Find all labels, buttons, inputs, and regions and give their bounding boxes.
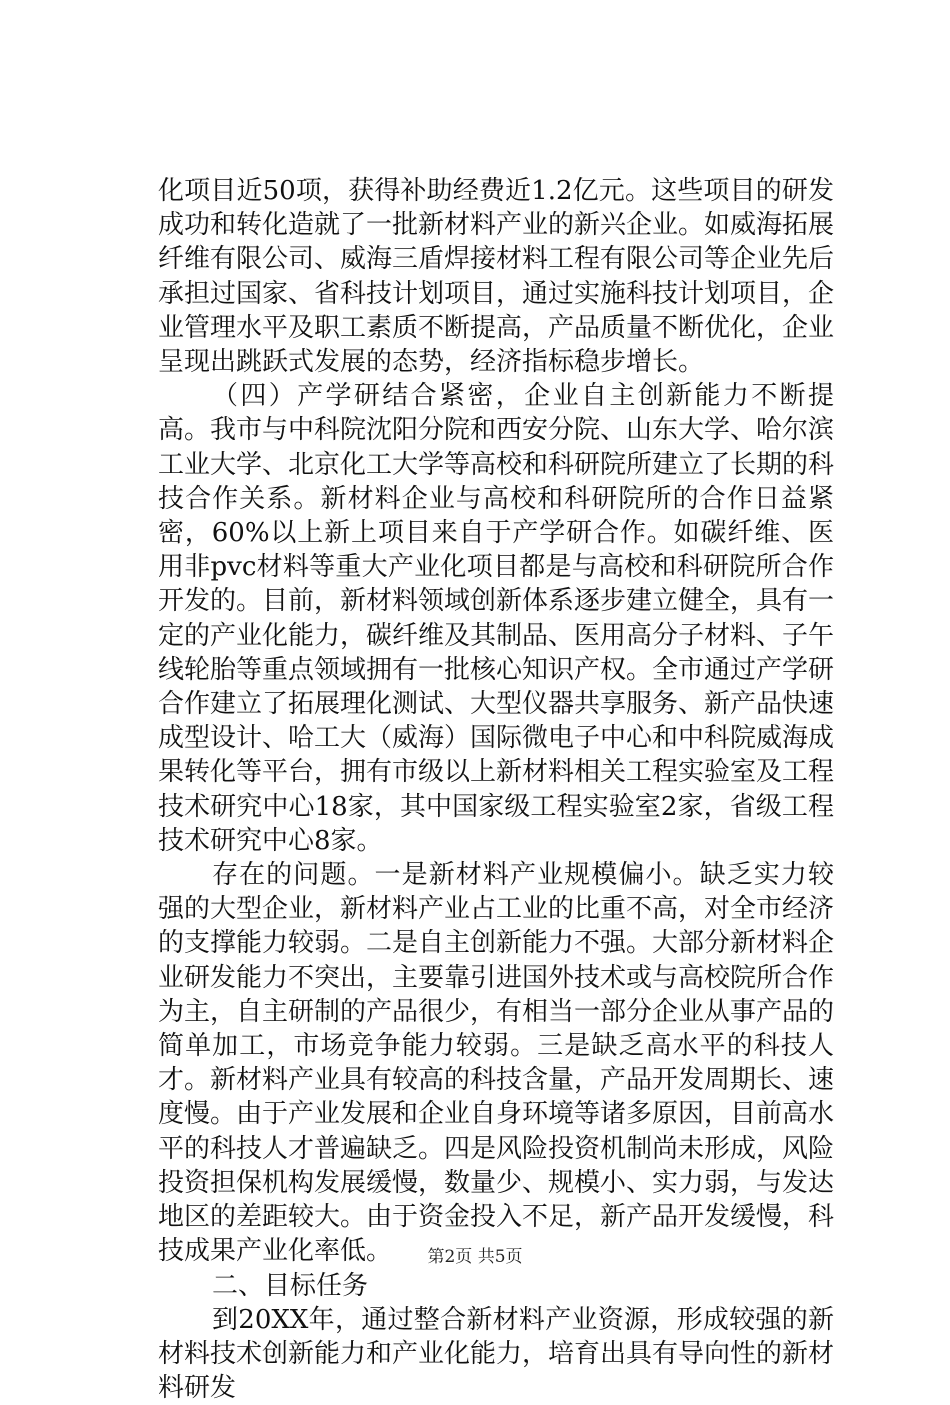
paragraph-project-results: 化项目近50项，获得补助经费近1.2亿元。这些项目的研发成功和转化造就了一批新材料产业的新兴企业。如威海拓展纤维有限公司、威海三盾焊接材料工程有限公司等企业先后承担过国家、省科技计划项目，通过实施科技计划项目，企业管理水平及职工素质不断提高，产品质量不断优化，企业呈现出跳跃式发展的态势，经济指标稳步增长。 [158,176,835,378]
paragraph-existing-problems: 存在的问题。一是新材料产业规模偏小。缺乏实力较强的大型企业，新材料产业占工业的比重不高，对全市经济的支撑能力较弱。二是自主创新能力不强。大部分新材料企业研发能力不突出，主要靠引进国外技术或与高校院所合作为主，自主研制的产品很少，有相当一部分企业从事产品的简单加工，市场竞争能力较弱。三是缺乏高水平的科技人才。新材料产业具有较高的科技含量，产品开发周期长、速度慢。由于产业发展和企业自身环境等诸多原因，目前高水平的科技人才普遍缺乏。四是风险投资机制尚未形成，风险投资担保机构发展缓慢，数量少、规模小、实力弱，与发达地区的差距较大。由于资金投入不足，新产品开发缓慢，科技成果产业化率低。 [158,860,835,1267]
document-body [158,174,834,1405]
paragraph-goals-intro: 到20XX年，通过整合新材料产业资源，形成较强的新材料技术创新能力和产业化能力，培育出具有导向性的新材料研发 [158,1304,835,1404]
section-heading-goals-tasks: 二、目标任务 [212,1270,369,1301]
page-number-footer: 第2页 共5页 [427,1247,523,1267]
paragraph-industry-university-research: （四）产学研结合紧密，企业自主创新能力不断提高。我市与中科院沈阳分院和西安分院、山东大学、哈尔滨工业大学、北京化工大学等高校和科研院所建立了长期的科技合作关系。新材料企业与高校和科研院所的合作日益紧密，60%以上新上项目来自于产学研合作。如碳纤维、医用非pvc材料等重大产业化项目都是与高校和科研院所合作开发的。目前，新材料领域创新体系逐步建立健全，具有一定的产业化能力，碳纤维及其制品、医用高分子材料、子午线轮胎等重点领域拥有一批核心知识产权。全市通过产学研合作建立了拓展理化测试、大型仪器共享服务、新产品快速成型设计、哈工大（威海）国际微电子中心和中科院威海成果转化等平台，拥有市级以上新材料相关工程实验室及工程技术研究中心18家，其中国家级工程实验室2家，省级工程技术研究中心8家。 [158,381,835,856]
